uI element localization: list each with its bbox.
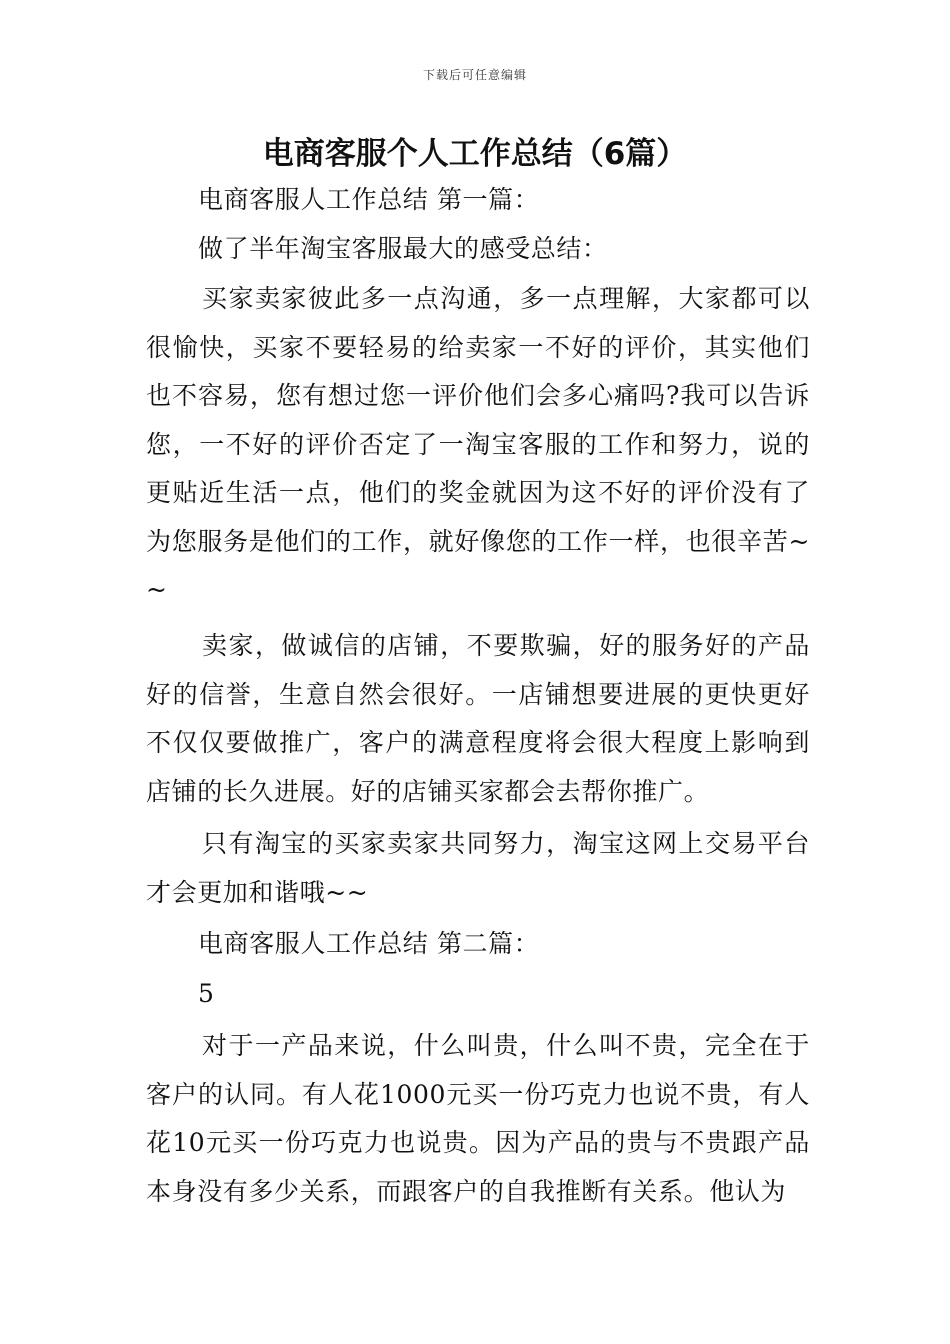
paragraph-1: 买家卖家彼此多一点沟通，多一点理解，大家都可以很愉快，买家不要轻易的给卖家一不好的评价，其实他们也不容易，您有想过您一评价他们会多心痛吗?我可以告诉您，一不好的评价否定了一淘宝客服的工作和努力，说的更贴近生活一点，他们的奖金就因为这不好的评价没有了为您服务是他们的工作，就好像您的工作一样，也很辛苦~~ (146, 284, 810, 604)
part2-heading: 电商客服人工作总结 第二篇： (198, 929, 540, 958)
part1-subheading: 做了半年淘宝客服最大的感受总结： (198, 234, 608, 263)
part1-heading: 电商客服人工作总结 第一篇： (198, 185, 540, 214)
document-title: 电商客服个人工作总结（6篇） (262, 136, 688, 172)
paragraph-2: 卖家，做诚信的店铺，不要欺骗，好的服务好的产品好的信誉，生意自然会很好。一店铺想要进展的更快更好不仅仅要做推广，客户的满意程度将会很大程度上影响到店铺的长久进展。好的店铺买家都会去帮你推广。 (146, 631, 810, 806)
header-note: 下载后可任意编辑 (422, 68, 527, 82)
paragraph-3: 只有淘宝的买家卖家共同努力，淘宝这网上交易平台才会更加和谐哦~~ (146, 829, 810, 907)
paragraph-4: 对于一产品来说，什么叫贵，什么叫不贵，完全在于客户的认同。有人花1000元买一份巧克力也说不贵，有人花10元买一份巧克力也说贵。因为产品的贵与不贵跟产品本身没有多少关系，而跟客户的自我推断有关系。他认为 (146, 1031, 810, 1206)
part2-number: 5 (198, 979, 215, 1008)
